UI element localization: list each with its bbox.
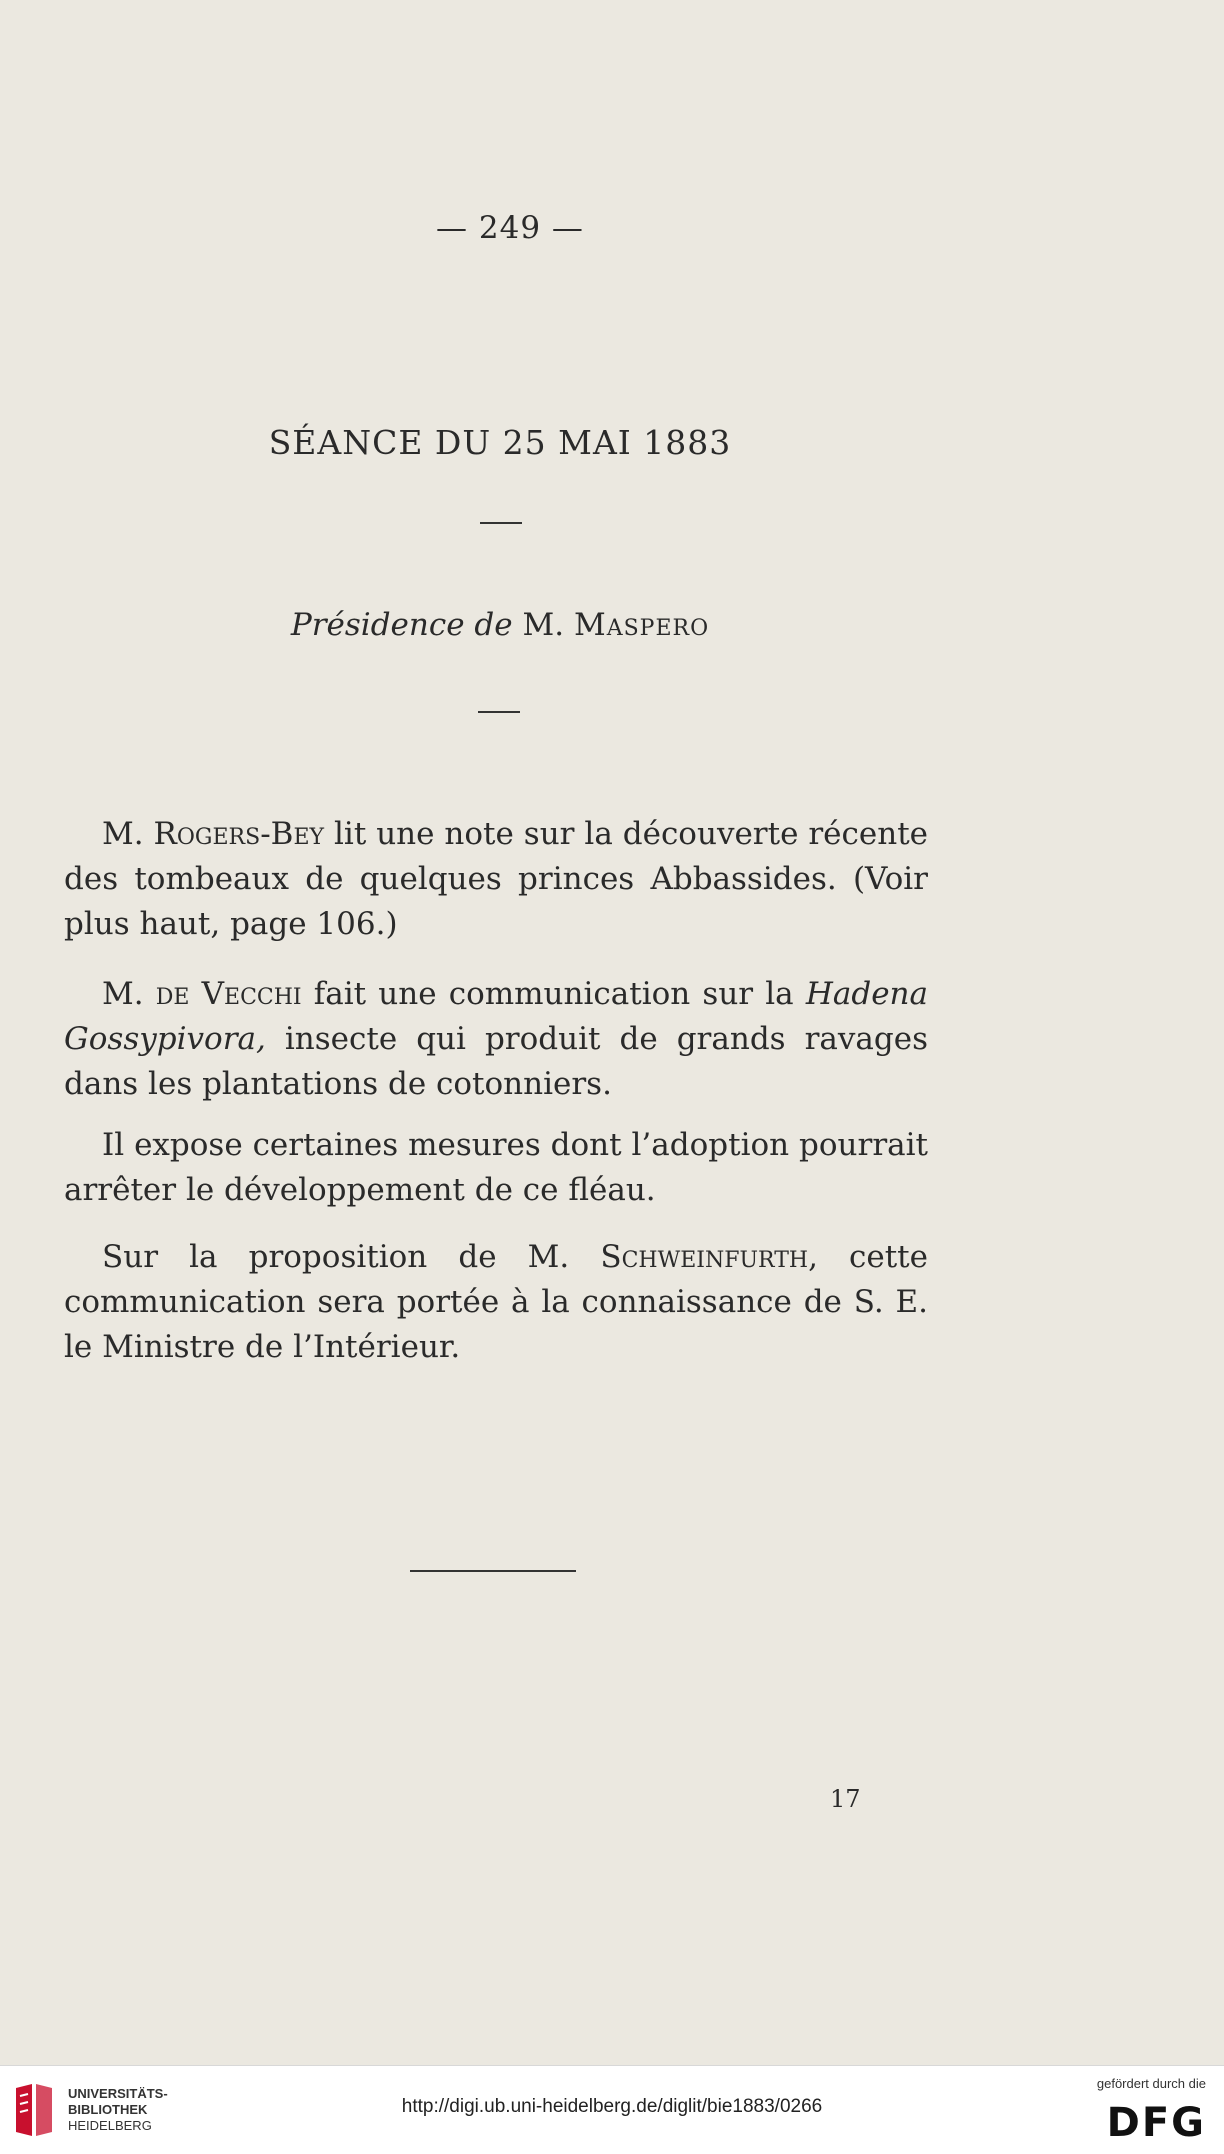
p4-text: , cette communication sera portée à la connaissance de S. E. le Ministre de l’Intérieur. xyxy=(64,1239,928,1365)
p2-species: Hadena Gossypivora, xyxy=(64,976,928,1057)
session-title: SÉANCE DU 25 MAI 1883 xyxy=(268,423,732,462)
p2-text-b: insecte qui produit de grands ravages dans les plantations de cotonniers. xyxy=(64,1021,928,1102)
presidence-divider xyxy=(478,711,520,713)
dfg-logo[interactable]: DFG xyxy=(1106,2100,1206,2146)
title-divider xyxy=(480,522,522,524)
p1-prefix: M. xyxy=(102,816,154,852)
logo-line-1: UNIVERSITÄTS- xyxy=(68,2086,168,2101)
viewer-footer xyxy=(0,2065,1224,2154)
p4-name: Schweinfurth xyxy=(600,1239,809,1275)
p2-name: de Vecchi xyxy=(155,976,302,1012)
logo-line-2: BIBLIOTHEK xyxy=(68,2102,148,2117)
p2-prefix: M. xyxy=(102,976,156,1012)
signature-mark: 17 xyxy=(830,1785,861,1813)
logo-line-3: HEIDELBERG xyxy=(68,2118,152,2133)
p2-text-a: fait une communication sur la xyxy=(301,976,806,1012)
p4-prefix: Sur la proposition de M. xyxy=(102,1239,601,1275)
permalink-url[interactable]: http://digi.ub.uni-heidelberg.de/diglit/bie1883/0266 xyxy=(401,2096,823,2117)
presidence-prefix: M. xyxy=(522,607,565,643)
funded-by-label: gefördert durch die xyxy=(1096,2076,1206,2091)
president-name: Maspero xyxy=(573,607,710,643)
paragraph-rogers-bey xyxy=(64,812,928,947)
p1-text: lit une note sur la découverte récente des tombeaux de quelques princes Abbassides. (Voir plus haut, page 106.) xyxy=(64,816,928,942)
p1-name: Rogers-Bey xyxy=(153,816,325,852)
paragraph-de-vecchi xyxy=(64,972,928,1107)
end-rule xyxy=(410,1570,576,1572)
presidence-label: Présidence de xyxy=(290,607,513,643)
paragraph-mesures: Il expose certaines mesures dont l’adoption pourrait arrêter le développement de ce fléau. xyxy=(64,1127,928,1208)
page-number: — 249 — xyxy=(436,210,584,246)
presidence-line xyxy=(0,607,1000,643)
paragraph-schweinfurth xyxy=(64,1235,928,1370)
